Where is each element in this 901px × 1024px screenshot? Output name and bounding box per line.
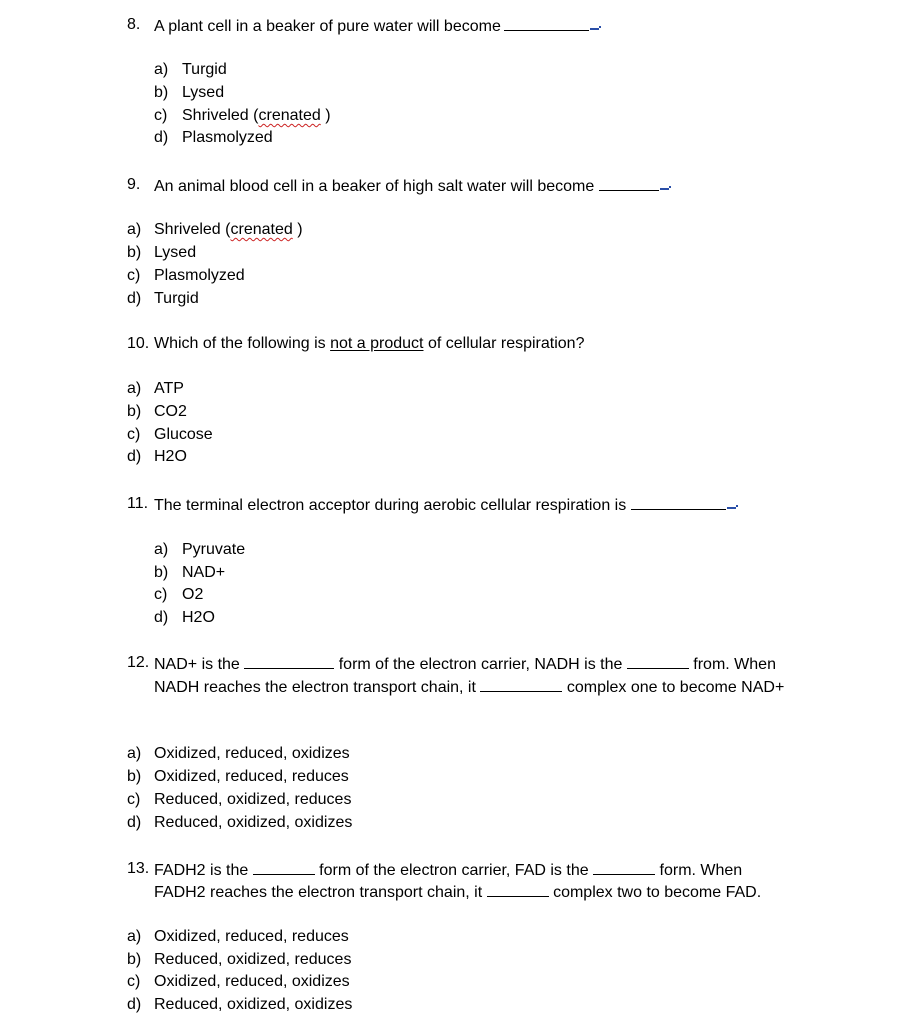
question-8-text: A plant cell in a beaker of pure water will become <box>154 15 601 37</box>
q8-option-c-letter: c) <box>154 107 168 124</box>
q11-option-d: H2O <box>182 609 215 626</box>
q12-option-b: Oxidized, reduced, reduces <box>154 768 349 785</box>
q13-option-b-letter: b) <box>127 951 142 968</box>
answer-blank[interactable] <box>599 175 659 191</box>
q8-option-b-letter: b) <box>154 84 169 101</box>
q9-option-a-letter: a) <box>127 221 142 238</box>
q10-option-b-letter: b) <box>127 403 142 420</box>
answer-blank[interactable] <box>593 859 655 875</box>
q11-option-b: NAD+ <box>182 564 226 581</box>
q8-option-d: Plasmolyzed <box>182 129 273 146</box>
q9-option-b-letter: b) <box>127 244 142 261</box>
q13-option-d: Reduced, oxidized, oxidizes <box>154 996 353 1013</box>
answer-blank[interactable] <box>487 881 549 897</box>
q11-option-b-letter: b) <box>154 564 169 581</box>
q11-option-c: O2 <box>182 586 204 603</box>
q13-option-b: Reduced, oxidized, reduces <box>154 951 352 968</box>
q12-option-c-letter: c) <box>127 791 141 808</box>
q8-option-b: Lysed <box>182 84 225 101</box>
question-13-line-1: FADH2 is the form of the electron carrier, FAD is the form. When <box>154 859 742 881</box>
question-10-number: 10. <box>127 335 150 352</box>
q8-option-a-letter: a) <box>154 61 169 78</box>
q13-option-d-letter: d) <box>127 996 142 1013</box>
q8-option-d-letter: d) <box>154 129 169 146</box>
q9-option-b: Lysed <box>154 244 197 261</box>
form-field-icon <box>726 495 738 510</box>
question-9-text: An animal blood cell in a beaker of high salt water will become <box>154 175 671 197</box>
q11-option-c-letter: c) <box>154 586 168 603</box>
spellcheck-word: crenated <box>258 107 321 124</box>
q12-option-a: Oxidized, reduced, oxidizes <box>154 745 350 762</box>
q9-option-c-letter: c) <box>127 267 141 284</box>
q10-option-c: Glucose <box>154 426 213 443</box>
q13-option-c: Oxidized, reduced, oxidizes <box>154 973 350 990</box>
question-11-text: The terminal electron acceptor during aerobic cellular respiration is <box>154 494 738 516</box>
q8-option-a: Turgid <box>182 61 227 78</box>
emphasis-underline: not a product <box>330 335 424 352</box>
q9-option-a: Shriveled (crenated ) <box>154 221 303 238</box>
q11-option-a-letter: a) <box>154 541 169 558</box>
answer-blank[interactable] <box>253 859 315 875</box>
q10-option-b: CO2 <box>154 403 187 420</box>
answer-blank[interactable] <box>504 15 589 31</box>
form-field-icon <box>589 16 601 31</box>
q10-option-d: H2O <box>154 448 187 465</box>
q10-option-d-letter: d) <box>127 448 142 465</box>
q9-option-c: Plasmolyzed <box>154 267 245 284</box>
form-field-icon <box>659 176 671 191</box>
q12-option-c: Reduced, oxidized, reduces <box>154 791 352 808</box>
q10-option-a: ATP <box>154 380 184 397</box>
answer-blank[interactable] <box>480 676 562 692</box>
q12-option-a-letter: a) <box>127 745 142 762</box>
q9-option-d: Turgid <box>154 290 199 307</box>
q8-option-c: Shriveled (crenated ) <box>182 107 331 124</box>
answer-blank[interactable] <box>244 653 334 669</box>
question-8-number: 8. <box>127 16 141 33</box>
q13-option-a: Oxidized, reduced, reduces <box>154 928 349 945</box>
q12-option-b-letter: b) <box>127 768 142 785</box>
q13-option-a-letter: a) <box>127 928 142 945</box>
q10-option-c-letter: c) <box>127 426 141 443</box>
spellcheck-word: crenated <box>230 221 293 238</box>
q11-option-d-letter: d) <box>154 609 169 626</box>
question-10-text: Which of the following is not a product of cellular respiration? <box>154 335 585 352</box>
question-11-number: 11. <box>127 495 149 512</box>
question-12-line-2: NADH reaches the electron transport chain, it complex one to become NAD+ <box>154 676 784 698</box>
question-13-line-2: FADH2 reaches the electron transport chain, it complex two to become FAD. <box>154 881 761 903</box>
answer-blank[interactable] <box>627 653 689 669</box>
answer-blank[interactable] <box>631 494 726 510</box>
q12-option-d-letter: d) <box>127 814 142 831</box>
q9-option-d-letter: d) <box>127 290 142 307</box>
question-13-number: 13. <box>127 860 150 877</box>
question-9-number: 9. <box>127 176 141 193</box>
q13-option-c-letter: c) <box>127 973 141 990</box>
q12-option-d: Reduced, oxidized, oxidizes <box>154 814 353 831</box>
question-12-line-1: NAD+ is the form of the electron carrier, NADH is the from. When <box>154 653 776 675</box>
question-12-number: 12. <box>127 654 150 671</box>
q11-option-a: Pyruvate <box>182 541 246 558</box>
q10-option-a-letter: a) <box>127 380 142 397</box>
